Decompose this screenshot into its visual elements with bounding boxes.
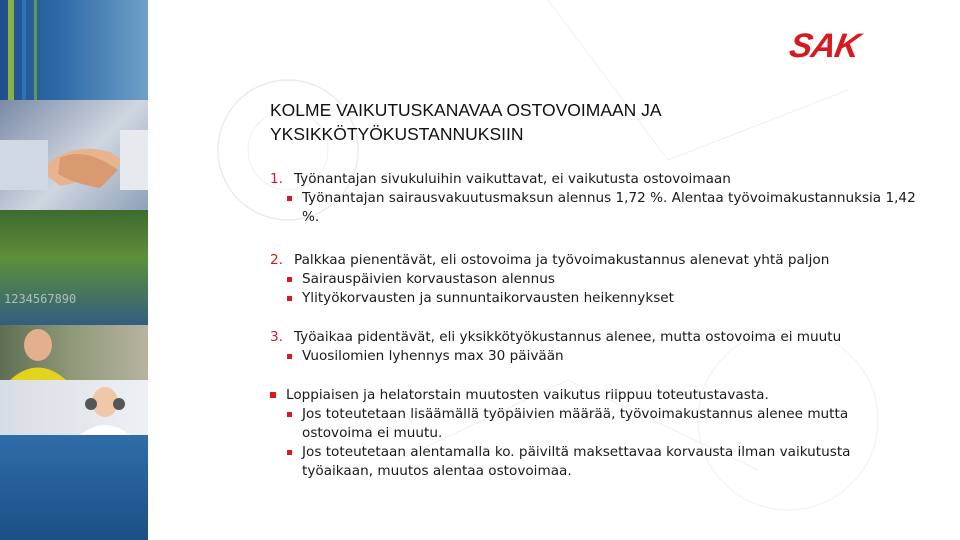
bullet-text: Sairauspäivien korvaustason alennus	[302, 271, 555, 287]
bullet-text: Ylityökorvausten ja sunnuntaikorvausten heikennykset	[302, 290, 674, 306]
bullet-icon	[286, 347, 302, 366]
section-number: 2.	[270, 252, 283, 268]
section-number: 3.	[270, 329, 283, 345]
list-item	[270, 405, 920, 443]
section-text: Palkkaa pienentävät, eli ostovoima ja työvoimakustannus alenevat yhtä paljon	[294, 252, 830, 268]
page-title	[270, 98, 830, 146]
left-photo-column	[0, 0, 148, 540]
list-item	[270, 289, 920, 308]
handshake-photo	[0, 100, 148, 210]
bullet-icon	[286, 270, 302, 289]
title-line-1: KOLME VAIKUTUSKANAVAA OSTOVOIMAAN JA	[270, 100, 662, 120]
blue-bottom-band	[0, 435, 148, 540]
section-1	[270, 170, 920, 227]
bullet-icon	[286, 289, 302, 308]
section-text: Työnantajan sivukuluihin vaikuttavat, ei vaikutusta ostovoimaan	[294, 171, 731, 187]
sak-logo	[786, 26, 900, 66]
list-item	[270, 189, 920, 227]
list-item	[270, 443, 920, 481]
section-3	[270, 328, 920, 366]
bullet-icon	[286, 189, 302, 227]
section-2	[270, 251, 920, 308]
slide-body	[270, 170, 920, 481]
sak-logo-text: SAK	[786, 27, 863, 65]
nurse-photo	[0, 380, 148, 435]
bullet-text: Työnantajan sairausvakuutusmaksun alennus 1,72 %. Alentaa työvoimakustannuksia 1,42 %.	[302, 190, 916, 225]
bullet-text: Jos toteutetaan lisäämällä työpäivien määrää, työvoimakustannus alenee mutta ostovoima ei muutu.	[302, 406, 849, 441]
worker-photo	[0, 325, 148, 380]
bullet-icon	[270, 386, 286, 405]
section-text: Työaikaa pidentävät, eli yksikkötyökustannus alenee, mutta ostovoima ei muutu	[294, 329, 842, 345]
bullet-text: Vuosilomien lyhennys max 30 päivään	[302, 348, 564, 364]
list-item	[270, 347, 920, 366]
list-item	[270, 270, 920, 289]
final-point-text: Loppiaisen ja helatorstain muutosten vaikutus riippuu toteutustavasta.	[286, 387, 769, 403]
title-line-2: YKSIKKÖTYÖKUSTANNUKSIIN	[270, 124, 524, 144]
decor-number: 1234567890	[4, 292, 77, 306]
section-number: 1.	[270, 171, 283, 187]
bullet-icon	[286, 405, 302, 443]
bullet-icon	[286, 443, 302, 481]
bullet-text: Jos toteutetaan alentamalla ko. päiviltä maksettavaa korvausta ilman vaikutusta työaikaan, muutos alentaa ostovoimaa.	[302, 444, 851, 479]
numbers-photo	[0, 210, 148, 330]
final-point	[270, 386, 920, 481]
